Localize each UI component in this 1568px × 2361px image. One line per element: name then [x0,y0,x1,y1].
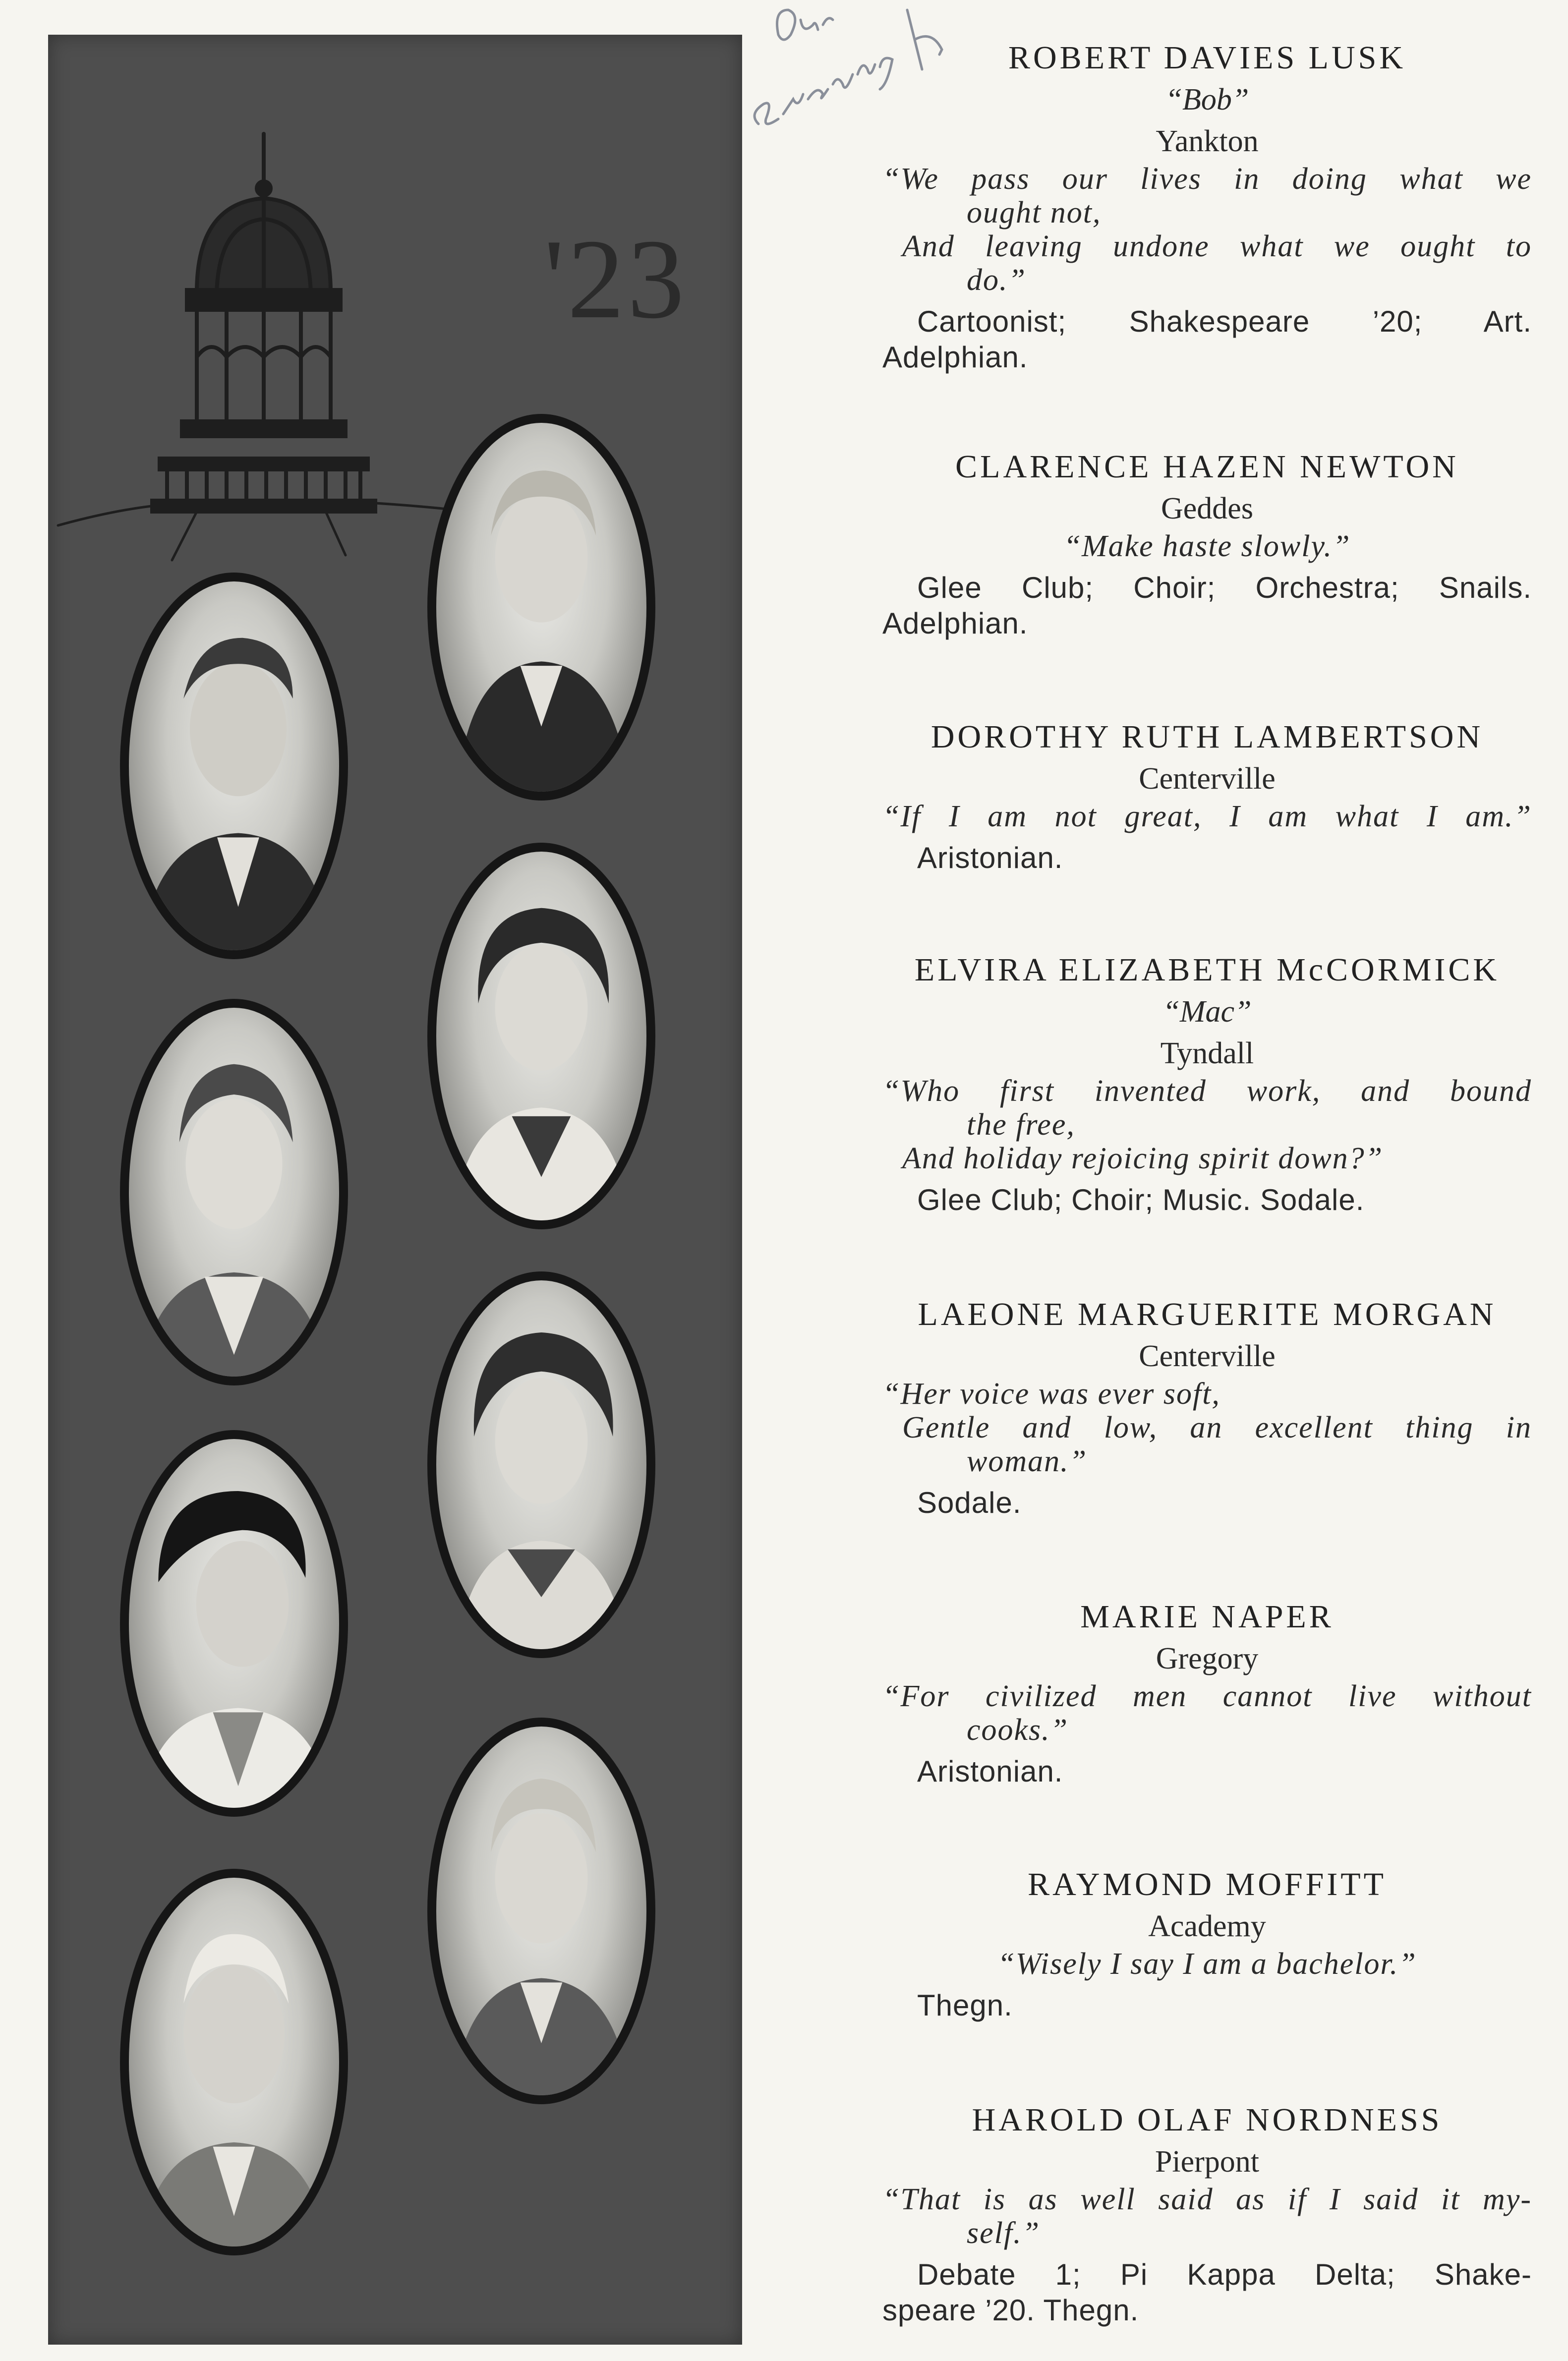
portrait-oval [427,1718,655,2104]
portrait-oval [120,573,348,959]
portrait-oval [427,1271,655,1658]
student-activities: Sodale. [917,1486,1022,1519]
student-name: ELVIRA ELIZABETH McCORMICK [914,952,1500,988]
portrait-oval [427,414,655,801]
student-entry [882,1596,1532,1789]
student-hometown: Yankton [1156,124,1259,158]
student-activities: Glee Club; Choir; Orchestra; Snails. Adelphian. [882,571,1532,640]
student-name: DOROTHY RUTH LAMBERTSON [930,719,1484,755]
student-entry [882,949,1532,1218]
student-entry [882,1864,1532,2023]
student-entry [882,1294,1532,1521]
student-quote: “We pass our lives in doing what we ought not, And leaving undone what we ought to do.” [882,162,1532,297]
student-hometown: Academy [1148,1909,1266,1943]
student-hometown: Pierpont [1155,2145,1260,2179]
portrait-oval [427,843,655,1229]
student-activities: Aristonian. [917,1755,1063,1788]
portrait-panel [48,35,742,2345]
portrait-oval [120,1430,348,1817]
student-hometown: Geddes [1161,492,1253,525]
student-entry [882,2099,1532,2328]
student-quote: “Who first invented work, and bound the free, And holiday rejoicing spirit down?” [882,1074,1532,1175]
student-nickname: “Mac” [1162,995,1252,1029]
student-name: MARIE NAPER [1080,1599,1334,1635]
student-name: ROBERT DAVIES LUSK [1008,40,1406,76]
student-activities: Glee Club; Choir; Music. Sodale. [917,1183,1365,1216]
student-activities: Aristonian. [917,841,1063,874]
student-name: CLARENCE HAZEN NEWTON [955,449,1459,485]
portrait-oval [120,1869,348,2255]
student-activities: Cartoonist; Shakespeare ’20; Art. Adelphian. [882,305,1532,374]
student-hometown: Tyndall [1160,1037,1254,1070]
student-entry [882,446,1532,641]
class-year-label: '23 [544,216,688,342]
student-name: HAROLD OLAF NORDNESS [972,2102,1443,2138]
student-nickname: “Bob” [1165,83,1249,116]
student-quote: “For civilized men cannot live without cooks.” [882,1679,1532,1747]
student-activities: Thegn. [917,1989,1013,2022]
student-quote: “If I am not great, I am what I am.” [882,800,1532,833]
student-quote: “Her voice was ever soft, Gentle and low, an excellent thing in woman.” [882,1377,1532,1478]
portrait-oval [120,999,348,1385]
student-entry [882,716,1532,876]
student-name: RAYMOND MOFFITT [1028,1866,1387,1902]
student-entry [882,37,1532,375]
student-hometown: Centerville [1139,762,1276,796]
student-quote: “Wisely I say I am a bachelor.” [997,1947,1417,1981]
student-quote: “That is as well said as if I said it my- self.” [882,2183,1532,2250]
student-activities: Debate 1; Pi Kappa Delta; Shake- speare ’20. Thegn. [882,2258,1532,2327]
student-hometown: Centerville [1139,1339,1276,1373]
student-hometown: Gregory [1156,1642,1259,1675]
student-name: LAEONE MARGUERITE MORGAN [918,1296,1497,1332]
student-quote: “Make haste slowly.” [1063,529,1351,563]
